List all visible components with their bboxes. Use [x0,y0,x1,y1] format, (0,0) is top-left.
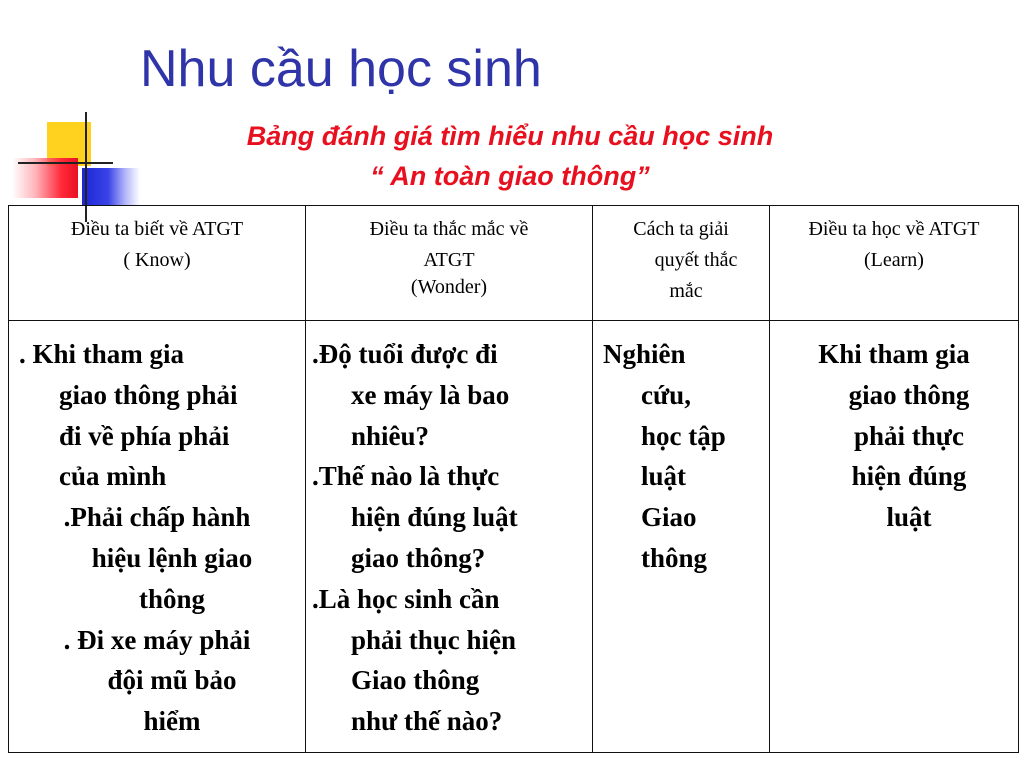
table-subtitle-topic: “ An toàn giao thông” [370,161,650,191]
header-text: ATGT [423,249,475,271]
cell-line: đội mũ bảo [107,665,237,696]
cell-line: Giao thông [351,665,480,696]
cell-line: . Đi xe máy phải [63,624,251,655]
kwl-table [8,205,1019,753]
cell-know [9,321,306,753]
cell-line: thông [641,542,708,573]
header-text: mắc [669,280,703,302]
cell-line: hiểm [143,706,201,737]
header-text: (Learn) [864,249,924,271]
table-subtitle: Bảng đánh giá tìm hiểu nhu cầu học sinh [246,121,774,151]
cell-line: cứu, [641,379,691,410]
cell-line: Nghiên [603,339,686,369]
header-text: (Wonder) [410,276,488,298]
cell-wonder [306,321,593,753]
cell-line: của mình [59,461,167,492]
cell-line: .Độ tuổi được đi [312,339,498,369]
cell-solve [593,321,770,753]
cell-line: giao thông [848,379,970,410]
decor-horizontal-line [18,162,113,164]
header-know [9,206,306,321]
cell-line: như thế nào? [351,706,503,737]
cell-line: phải thục hiện [351,624,517,655]
header-learn [770,206,1019,321]
cell-line: . Khi tham gia [19,339,185,369]
cell-line: giao thông? [351,542,486,573]
cell-line: .Thế nào là thực [312,461,500,492]
cell-line: nhiêu? [351,420,430,451]
cell-line: giao thông phải [59,379,238,410]
decor-red-gradient [12,158,78,198]
header-text: quyết thắc [654,249,738,271]
cell-line: hiện đúng luật [351,502,518,533]
cell-learn [770,321,1019,753]
cell-line: hiện đúng [851,461,967,492]
slide-title: Nhu cầu học sinh [140,40,542,98]
cell-line: Giao [641,502,697,533]
cell-line: .Là học sinh cần [312,583,500,614]
cell-line: luật [641,461,687,492]
table-header-row [9,206,1019,321]
cell-line: phải thực [854,420,964,451]
table-body-row [9,321,1019,753]
cell-line: học tập [641,420,726,451]
cell-line: hiệu lệnh giao [91,542,253,573]
header-text: Điều ta thắc mắc về [369,218,529,240]
cell-line: thông [138,583,206,614]
cell-line: đi về phía phải [59,420,230,451]
header-text: Điều ta biết về ATGT [70,218,244,240]
cell-line: luật [886,502,932,533]
header-text: Cách ta giải [633,218,729,240]
cell-line: xe máy là bao [351,379,510,410]
header-wonder [306,206,593,321]
header-solve [593,206,770,321]
cell-line: .Phải chấp hành [63,502,251,533]
header-text: ( Know) [123,249,191,271]
header-text: Điều ta học về ATGT [808,218,980,240]
cell-line: Khi tham gia [818,339,970,369]
